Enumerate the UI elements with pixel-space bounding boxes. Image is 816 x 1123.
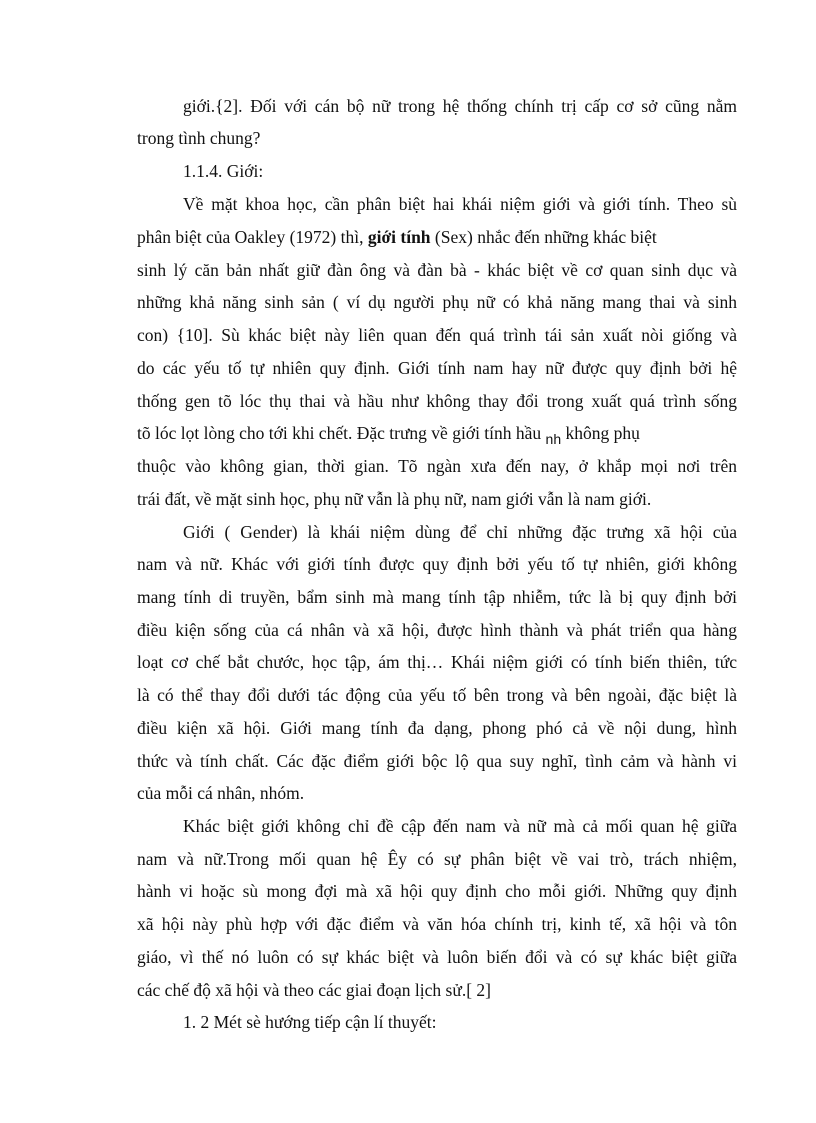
text-line: thuộc vào không gian, thời gian. Tõ ngàn xưa đến nay, ở khắp mọi nơi trên	[137, 456, 737, 476]
text-line-with-term	[137, 223, 737, 251]
text-line: Về mặt khoa học, cần phân biệt hai khái niệm giới và giới tính. Theo sù	[183, 194, 737, 214]
text-line: con) {10]. Sù khác biệt này liên quan đến quá trình tái sản xuất nòi giống và	[137, 325, 737, 345]
text-line: nam và nữ. Khác với giới tính được quy định bởi yếu tố tự nhiên, giới không	[137, 554, 737, 574]
text-line: thức và tính chất. Các đặc điểm giới bộc lộ qua suy nghĩ, tình cảm và hành vi	[137, 751, 737, 771]
text-line: Khác biệt giới không chỉ đề cập đến nam và nữ mà cả mối quan hệ giữa	[183, 816, 737, 836]
text-line: của mỗi cá nhân, nhóm.	[137, 783, 305, 803]
text-line: là có thể thay đổi dưới tác động của yếu tố bên trong và bên ngoài, đặc biệt là	[137, 685, 737, 705]
text-line-with-subscript	[137, 419, 737, 447]
text-line: giáo, vì thế nó luôn có sự khác biệt và luôn biến đổi và có sự khác biệt giữa	[137, 947, 737, 967]
text-line: thống gen tõ lóc thụ thai và hầu như không thay đổi trong xuất quá trình sống	[137, 391, 737, 411]
text-line: hành vi hoặc sù mong đợi mà xã hội quy định cho mỗi giới. Những quy định	[137, 881, 737, 901]
text-line: nam và nữ.Trong mối quan hệ Êy có sự phân biệt về vai trò, trách nhiệm,	[137, 849, 737, 869]
section-heading: 1.1.4. Giới:	[183, 161, 264, 181]
text-line: xã hội này phù hợp với đặc điểm và văn hóa chính trị, kinh tế, xã hội và tôn	[137, 914, 737, 934]
text-line: sinh lý căn bản nhất giữ đàn ông và đàn bà - khác biệt về cơ quan sinh dục và	[137, 260, 737, 280]
text-line: Giới ( Gender) là khái niệm dùng để chỉ những đặc trưng xã hội của	[183, 522, 737, 542]
text-line: những khả năng sinh sản ( ví dụ người phụ nữ có khả năng mang thai và sinh	[137, 292, 737, 312]
text-line: trái đất, về mặt sinh học, phụ nữ vẫn là phụ nữ, nam giới vẫn là nam giới.	[137, 489, 652, 509]
bold-term: giới tính	[367, 227, 431, 247]
text-fragment: phân biệt của Oakley (1972) thì,	[137, 227, 364, 247]
subscript-fragment: nh	[545, 431, 562, 447]
text-line: mang tính di truyền, bẩm sinh mà mang tính tập nhiễm, tức là bị quy định bởi	[137, 587, 737, 607]
text-line: điều kiện sống của cá nhân và xã hội, được hình thành và phát triển qua hàng	[137, 620, 737, 640]
text-fragment: không phụ	[565, 423, 640, 443]
text-line: trong tình chung?	[137, 128, 261, 148]
section-heading: 1. 2 Mét sè hướng tiếp cận lí thuyết:	[183, 1012, 437, 1032]
text-line: loạt cơ chế bắt chước, học tập, ám thị… Khái niệm giới có tính biến thiên, tức	[137, 652, 737, 672]
text-line: do các yếu tố tự nhiên quy định. Giới tính nam hay nữ được quy định bởi hệ	[137, 358, 737, 378]
text-fragment: tõ lóc lọt lòng cho tới khi chết. Đặc trưng về giới tính hầu	[137, 423, 542, 443]
text-line: điều kiện xã hội. Giới mang tính đa dạng, phong phó cả về nội dung, hình	[137, 718, 737, 738]
text-line: giới.{2]. Đối với cán bộ nữ trong hệ thống chính trị cấp cơ sở cũng nằm	[183, 96, 737, 116]
text-line: các chế độ xã hội và theo các giai đoạn lịch sử.[ 2]	[137, 980, 491, 1000]
text-fragment: (Sex) nhắc đến những khác biệt	[434, 227, 657, 247]
